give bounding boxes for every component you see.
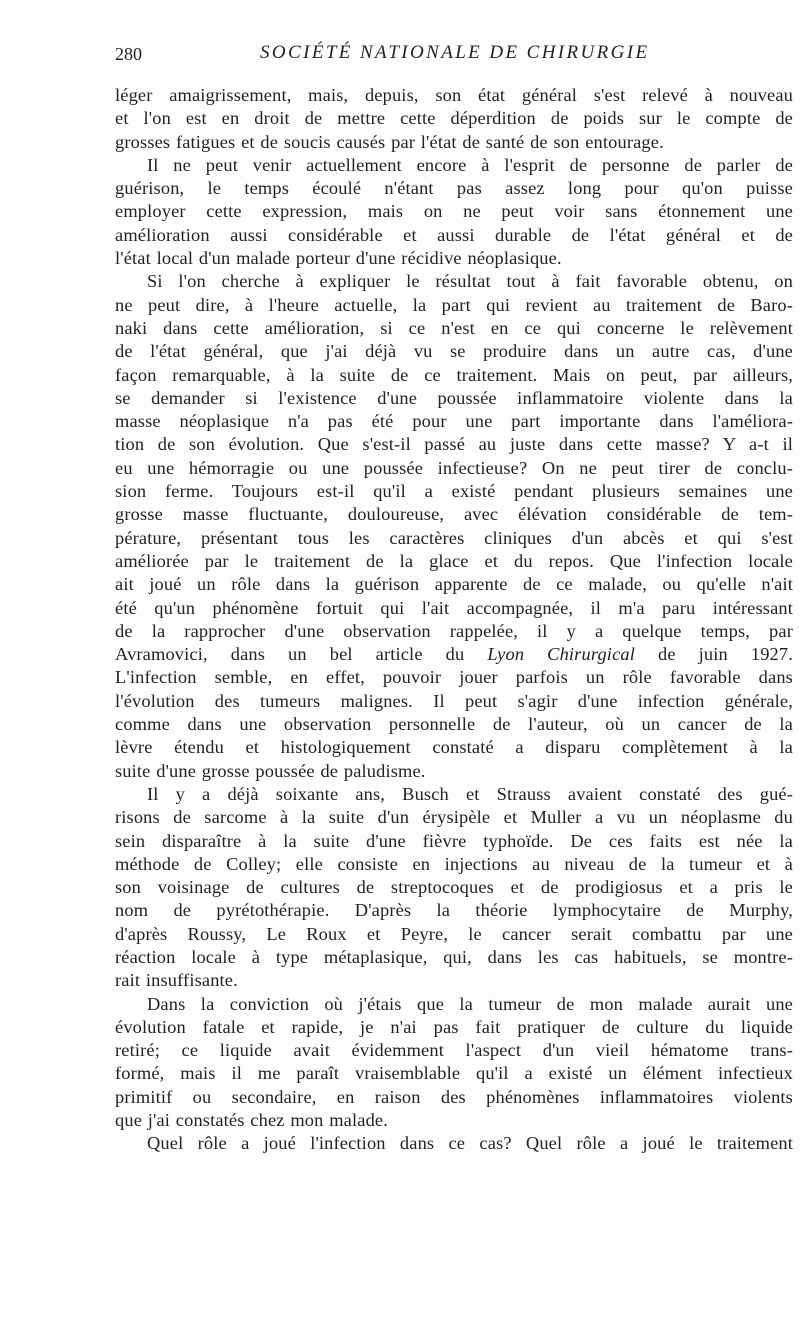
body-text bbox=[115, 84, 793, 1156]
text-line: guérison, le temps écoulé n'étant pas assez long pour qu'on puisse bbox=[115, 178, 793, 199]
text-line: employer cette expression, mais on ne peut voir sans étonnement une bbox=[115, 201, 793, 222]
text-line: et l'on est en droit de mettre cette déperdition de poids sur le compte de bbox=[115, 108, 793, 129]
text-line: risons de sarcome à la suite d'un érysipèle et Muller a vu un néoplasme du bbox=[115, 807, 793, 828]
text-line: amélioration aussi considérable et aussi durable de l'état général et de bbox=[115, 224, 793, 245]
text-line: naki dans cette amélioration, si ce n'est en ce qui concerne le relèvement bbox=[115, 317, 793, 338]
text-segment: de juin 1927. bbox=[634, 644, 793, 665]
text-line: améliorée par le traitement de la glace et du repos. Que l'infection locale bbox=[115, 550, 793, 571]
text-line: L'infection semble, en effet, pouvoir jouer parfois un rôle favorable dans bbox=[115, 667, 793, 688]
text-line: eu une hémorragie ou une poussée infectieuse? On ne peut tirer de conclu- bbox=[115, 457, 793, 478]
text-line: tion de son évolution. Que s'est-il passé au juste dans cette masse? Y a-t il bbox=[115, 434, 793, 455]
running-title: SOCIÉTÉ NATIONALE DE CHIRURGIE bbox=[260, 42, 650, 63]
text-line: réaction locale à type métaplasique, qui, dans les cas habituels, se montre- bbox=[115, 946, 793, 967]
text-line: formé, mais il me paraît vraisemblable qu'il a existé un élément infectieux bbox=[115, 1063, 793, 1084]
text-line: l'état local d'un malade porteur d'une récidive néoplasique. bbox=[115, 248, 562, 269]
text-line: son voisinage de cultures de streptocoques et de prodigiosus et a pris le bbox=[115, 877, 793, 898]
text-line: grosse masse fluctuante, douloureuse, avec élévation considérable de tem- bbox=[115, 504, 793, 525]
text-line: Il ne peut venir actuellement encore à l'esprit de personne de parler de bbox=[147, 154, 793, 175]
text-line: évolution fatale et rapide, je n'ai pas fait pratiquer de culture du liquide bbox=[115, 1016, 793, 1037]
text-line-with-citation bbox=[115, 643, 793, 666]
text-line: Si l'on cherche à expliquer le résultat tout à fait favorable obtenu, on bbox=[147, 271, 793, 292]
journal-title: Lyon Chirurgical bbox=[487, 644, 635, 665]
text-line: d'après Roussy, Le Roux et Peyre, le cancer serait combattu par une bbox=[115, 923, 793, 944]
text-line: se demander si l'existence d'une poussée inflammatoire violente dans la bbox=[115, 387, 793, 408]
text-line: Il y a déjà soixante ans, Busch et Strauss avaient constaté des gué- bbox=[147, 783, 793, 804]
text-line: suite d'une grosse poussée de paludisme. bbox=[115, 760, 426, 781]
text-line: méthode de Colley; elle consiste en injections au niveau de la tumeur et à bbox=[115, 853, 793, 874]
text-line: sein disparaître à la suite d'une fièvre typhoïde. De ces faits est née la bbox=[115, 830, 793, 851]
page-header bbox=[115, 40, 795, 72]
text-line: l'évolution des tumeurs malignes. Il peut s'agir d'une infection générale, bbox=[115, 690, 793, 711]
text-line: sion ferme. Toujours est-il qu'il a existé pendant plusieurs semaines une bbox=[115, 481, 793, 502]
text-line: retiré; ce liquide avait évidemment l'aspect d'un vieil hématome trans- bbox=[115, 1040, 793, 1061]
text-line: ait joué un rôle dans la guérison apparente de ce malade, ou qu'elle n'ait bbox=[115, 574, 793, 595]
text-line: de la rapprocher d'une observation rappelée, il y a quelque temps, par bbox=[115, 620, 793, 641]
text-line: de l'état général, que j'ai déjà vu se produire dans un autre cas, d'une bbox=[115, 341, 793, 362]
text-line: nom de pyrétothérapie. D'après la théorie lymphocytaire de Murphy, bbox=[115, 900, 793, 921]
text-line: Quel rôle a joué l'infection dans ce cas? Quel rôle a joué le traitement bbox=[147, 1133, 793, 1154]
text-line: Dans la conviction où j'étais que la tumeur de mon malade aurait une bbox=[147, 993, 793, 1014]
text-line: ne peut dire, à l'heure actuelle, la part qui revient au traitement de Baro- bbox=[115, 294, 793, 315]
text-line: comme dans une observation personnelle de l'auteur, où un cancer de la bbox=[115, 714, 793, 735]
text-line: grosses fatigues et de soucis causés par l'état de santé de son entourage. bbox=[115, 131, 664, 152]
text-line: rait insuffisante. bbox=[115, 970, 238, 991]
text-line: été qu'un phénomène fortuit qui l'ait accompagnée, il m'a paru intéressant bbox=[115, 597, 793, 618]
text-line: façon remarquable, à la suite de ce traitement. Mais on peut, par ailleurs, bbox=[115, 364, 793, 385]
text-line: léger amaigrissement, mais, depuis, son état général s'est relevé à nouveau bbox=[115, 85, 793, 105]
text-line: que j'ai constatés chez mon malade. bbox=[115, 1110, 388, 1131]
text-line: lèvre étendu et histologiquement constaté a disparu complètement à la bbox=[115, 737, 793, 758]
page-number: 280 bbox=[115, 44, 142, 64]
text-segment: Avramovici, dans un bel article du bbox=[115, 644, 488, 665]
text-line: pérature, présentant tous les caractères cliniques d'un abcès et qui s'est bbox=[115, 527, 793, 548]
text-line: primitif ou secondaire, en raison des phénomènes inflammatoires violents bbox=[115, 1086, 793, 1107]
text-line: masse néoplasique n'a pas été pour une part importante dans l'améliora- bbox=[115, 411, 793, 432]
